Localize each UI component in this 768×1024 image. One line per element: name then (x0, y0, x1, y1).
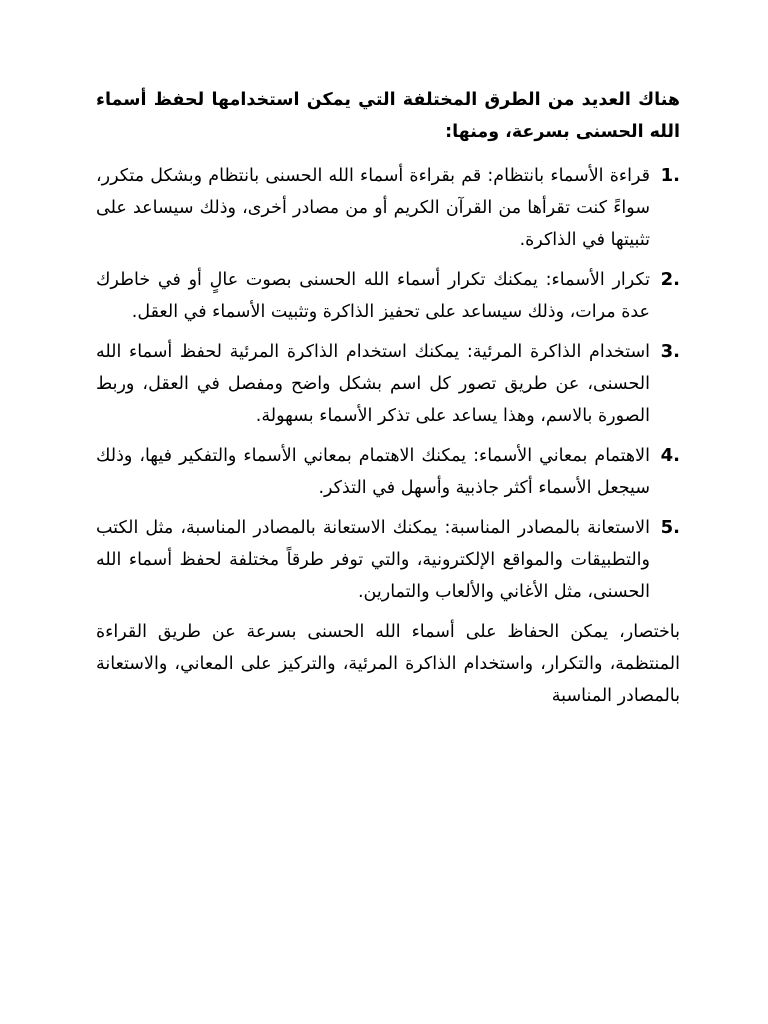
list-item-number: 4. (660, 445, 680, 466)
list-item (96, 336, 680, 432)
list-item-number: 2. (660, 269, 680, 290)
list-item (96, 512, 680, 608)
list-item-text: استخدام الذاكرة المرئية: يمكنك استخدام الذاكرة المرئية لحفظ أسماء الله الحسنى، عن طريق تصور كل اسم بشكل واضح ومفصل في العقل، وربط الصورة بالاسم، وهذا يساعد على تذكر الأسماء بسهولة. (96, 342, 650, 426)
list-item-text: الاستعانة بالمصادر المناسبة: يمكنك الاستعانة بالمصادر المناسبة، مثل الكتب والتطبيقات والمواقع الإلكترونية، والتي توفر طرقاً مختلفة لحفظ أسماء الله الحسنى، مثل الأغاني والألعاب والتمارين. (96, 518, 650, 602)
heading-text: هناك العديد من الطرق المختلفة التي يمكن استخدامها لحفظ أسماء الله الحسنى بسرعة، ومنها: (96, 90, 680, 142)
list-item (96, 440, 680, 504)
list-item-text: الاهتمام بمعاني الأسماء: يمكنك الاهتمام بمعاني الأسماء والتفكير فيها، وذلك سيجعل الأسماء أكثر جاذبية وأسهل في التذكر. (96, 446, 650, 498)
methods-list (96, 160, 680, 608)
summary-paragraph: باختصار، يمكن الحفاظ على أسماء الله الحسنى بسرعة عن طريق القراءة المنتظمة، والتكرار، واستخدام الذاكرة المرئية، والتركيز على المعاني، والاستعانة بالمصادر المناسبة (96, 622, 680, 706)
document-heading (96, 84, 680, 148)
list-item-text: تكرار الأسماء: يمكنك تكرار أسماء الله الحسنى بصوت عالٍ أو في خاطرك عدة مرات، وذلك سيساعد على تحفيز الذاكرة وتثبيت الأسماء في العقل. (96, 270, 650, 322)
list-item (96, 160, 680, 256)
list-item-text: قراءة الأسماء بانتظام: قم بقراءة أسماء الله الحسنى بانتظام وبشكل متكرر، سواءً كنت تقرأها من القرآن الكريم أو من مصادر أخرى، وذلك سيساعد على تثبيتها في الذاكرة. (96, 166, 650, 250)
list-item-number: 3. (660, 341, 680, 362)
document-body (96, 84, 680, 712)
list-item-number: 5. (660, 517, 680, 538)
list-item (96, 264, 680, 328)
list-item-number: 1. (660, 165, 680, 186)
